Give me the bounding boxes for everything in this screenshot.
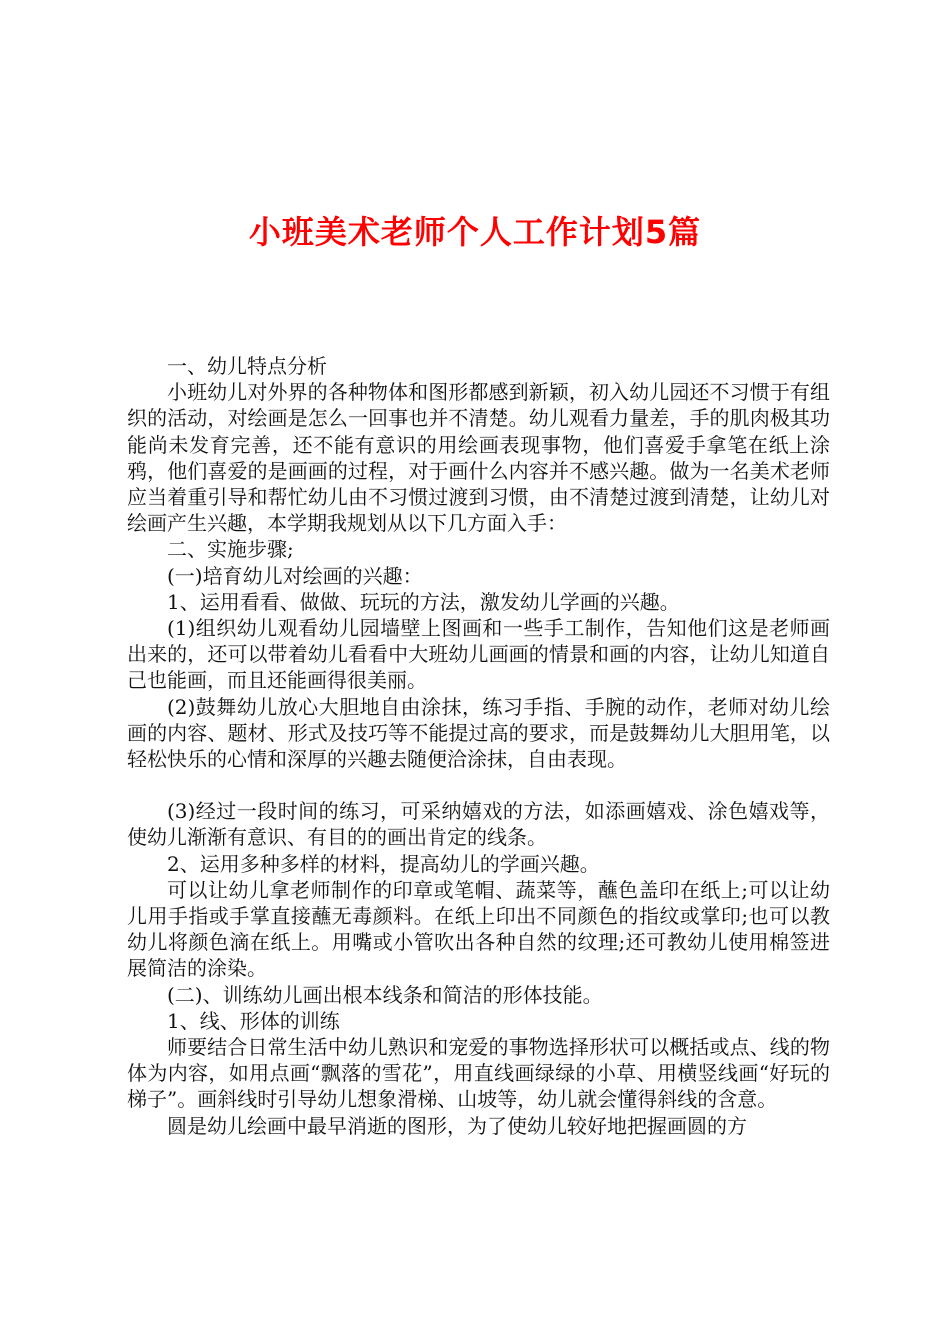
list-item: 2、运用多种多样的材料，提高幼儿的学画兴趣。 [167,851,600,876]
subsection-heading: (一)培育幼儿对绘画的兴趣： [167,563,423,588]
paragraph: (3)经过一段时间的练习，可采纳嬉戏的方法，如添画嬉戏、涂色嬉戏等，使幼儿渐渐有意识、有目的的画出肯定的线条。 [127,799,830,850]
paragraph: 师要结合日常生活中幼儿熟识和宠爱的事物选择形状可以概括或点、线的物体为内容，如用点画“飘落的雪花”，用直线画绿绿的小草、用横竖线画“好玩的梯子”。画斜线时引导幼儿想象滑梯、山坡等，幼儿就会懂得斜线的含意。 [127,1035,830,1112]
document-body [127,353,830,1139]
list-item: 1、线、形体的训练 [167,1008,340,1033]
paragraph: 圆是幼儿绘画中最早消逝的图形，为了使幼儿较好地把握画圆的方 [167,1113,747,1138]
section-heading: 一、幼儿特点分析 [167,354,327,378]
subsection-heading: (二)、训练幼儿画出根本线条和简洁的形体技能。 [167,982,603,1007]
paragraph: 可以让幼儿拿老师制作的印章或笔帽、蔬菜等，蘸色盖印在纸上;可以让幼儿用手指或手掌直接蘸无毒颜料。在纸上印出不同颜色的指纹或掌印;也可以教幼儿将颜色滴在纸上。用嘴或小管吹出各种自然的纹理;还可教幼儿使用棉签进展简洁的涂染。 [127,877,830,981]
paragraph: 小班幼儿对外界的各种物体和图形都感到新颖，初入幼儿园还不习惯于有组织的活动，对绘画是怎么一回事也并不清楚。幼儿观看力量差，手的肌肉极其功能尚未发育完善，还不能有意识的用绘画表现事物，他们喜爱手拿笔在纸上涂鸦，他们喜爱的是画画的过程，对于画什么内容并不感兴趣。做为一名美术老师应当着重引导和帮忙幼儿由不习惯过渡到习惯，由不清楚过渡到清楚，让幼儿对绘画产生兴趣，本学期我规划从以下几方面入手： [127,380,830,536]
paragraph: (1)组织幼儿观看幼儿园墙壁上图画和一些手工制作，告知他们这是老师画出来的，还可以带着幼儿看看中大班幼儿画画的情景和画的内容，让幼儿知道自己也能画，而且还能画得很美丽。 [127,616,830,693]
paragraph: (2)鼓舞幼儿放心大胆地自由涂抹，练习手指、手腕的动作，老师对幼儿绘画的内容、题材、形式及技巧等不能提过高的要求，而是鼓舞幼儿大胆用笔，以轻松快乐的心情和深厚的兴趣去随便洽涂抹，自由表现。 [127,694,830,772]
list-item: 1、运用看看、做做、玩玩的方法，激发幼儿学画的兴趣。 [167,589,680,614]
section-heading: 二、实施步骤; [167,537,294,562]
document-title: 小班美术老师个人工作计划5篇 [248,213,702,251]
